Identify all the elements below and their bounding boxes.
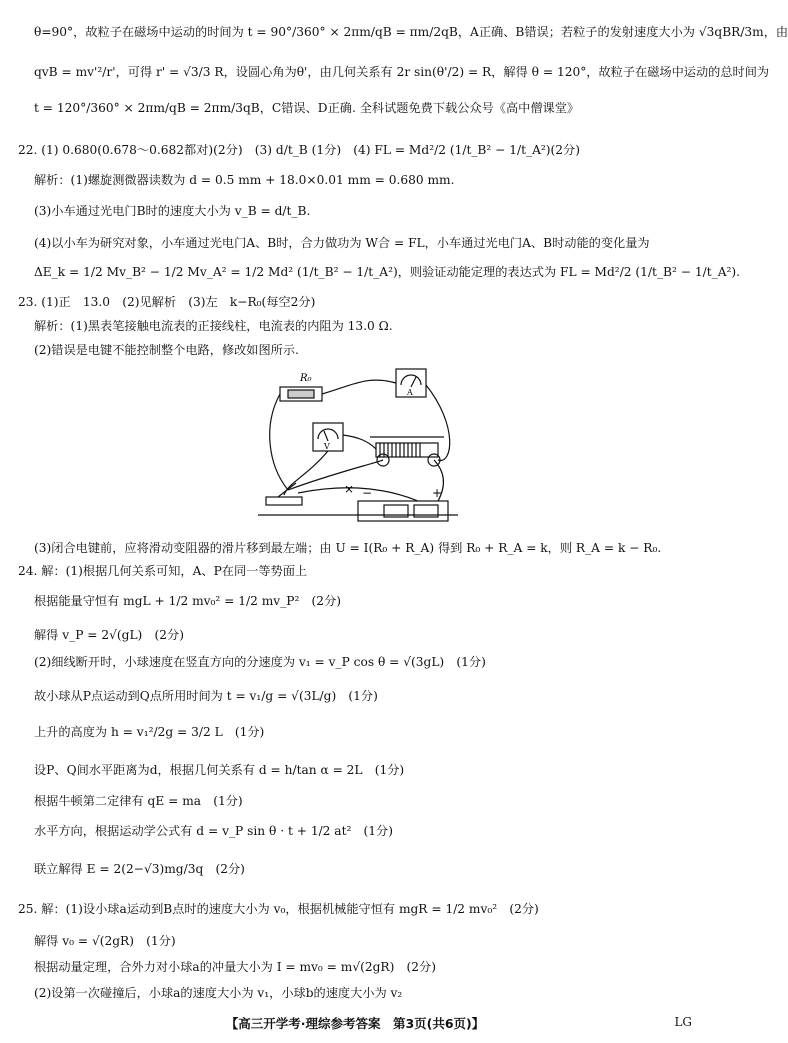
label-r0: R₀: [300, 373, 312, 384]
text-line: 联立解得 E = 2(2−√3)mg/3q (2分): [34, 862, 245, 876]
text-line: (2)错误是电键不能控制整个电路，修改如图所示.: [34, 343, 299, 357]
label-positive: +: [432, 486, 443, 500]
text-line: 根据动量定理，合外力对小球a的冲量大小为 I = mv₀ = m√(2gR) (2分): [34, 960, 436, 974]
label-cross-mark: ×: [344, 482, 355, 496]
text-line: 根据能量守恒有 mgL + 1/2 mv₀² = 1/2 mv_P² (2分): [34, 594, 342, 608]
text-line: ΔE_k = 1/2 Mv_B² − 1/2 Mv_A² = 1/2 Md² (1/t_B² − 1/t_A²)，则验证动能定理的表达式为 FL = Md²/2 (1/t_B² − 1/t_A²).: [34, 265, 741, 279]
text-line: 水平方向，根据运动学公式有 d = v_P sin θ · t + 1/2 at² (1分): [34, 824, 393, 838]
text-line: 故小球从P点运动到Q点所用时间为 t = v₁/g = √(3L/g) (1分): [34, 689, 378, 703]
page-footer: 【高三开学考·理综参考答案 第3页(共6页)】: [225, 1016, 485, 1031]
text-line: 解得 v_P = 2√(gL) (2分): [34, 628, 184, 642]
text-line: (2)设第一次碰撞后，小球a的速度大小为 v₁，小球b的速度大小为 v₂: [34, 986, 403, 1000]
text-line: (3)小车通过光电门B时的速度大小为 v_B = d/t_B.: [34, 204, 311, 218]
text-line: θ=90°，故粒子在磁场中运动的时间为 t = 90°/360° × 2πm/qB = πm/2qB，A正确、B错误；若粒子的发射速度大小为 √3qBR/3m，由: [34, 25, 788, 39]
question-23-answer: 23. (1)正 13.0 (2)见解析 (3)左 k−R₀(每空2分): [18, 295, 316, 309]
text-line: qvB = mv'²/r'，可得 r' = √3/3 R，设圆心角为θ'，由几何关系有 2r sin(θ'/2) = R，解得 θ = 120°，故粒子在磁场中运动的总时间为: [34, 65, 770, 79]
text-line: t = 120°/360° × 2πm/qB = 2πm/3qB，C错误、D正确. 全科试题免费下载公众号《高中僧课堂》: [34, 101, 580, 115]
text-line: 上升的高度为 h = v₁²/2g = 3/2 L (1分): [34, 725, 265, 739]
text-line: 设P、Q间水平距离为d，根据几何关系有 d = h/tan α = 2L (1分): [34, 763, 405, 777]
question-25-answer: 25. 解：(1)设小球a运动到B点时的速度大小为 v₀，根据机械能守恒有 mgR = 1/2 mv₀² (2分): [18, 902, 539, 916]
label-ammeter: A: [407, 388, 413, 397]
text-line: (2)细线断开时，小球速度在竖直方向的分速度为 v₁ = v_P cos θ = √(3gL) (1分): [34, 655, 486, 669]
text-line: 根据牛顿第二定律有 qE = ma (1分): [34, 794, 243, 808]
battery: [358, 501, 448, 521]
footer-tag: LG: [674, 1015, 692, 1029]
circuit-diagram: [258, 365, 458, 530]
text-line: 解析：(1)黑表笔接触电流表的正接线柱，电流表的内阻为 13.0 Ω.: [34, 319, 393, 333]
label-voltmeter: V: [324, 442, 330, 451]
text-line: 解析：(1)螺旋测微器读数为 d = 0.5 mm + 18.0×0.01 mm = 0.680 mm.: [34, 173, 455, 187]
label-negative: −: [362, 486, 373, 500]
switch: [266, 497, 302, 505]
question-24-answer: 24. 解：(1)根据几何关系可知，A、P在同一等势面上: [18, 564, 308, 578]
text-line: 解得 v₀ = √(2gR) (1分): [34, 934, 176, 948]
text-line: (3)闭合电键前，应将滑动变阻器的滑片移到最左端；由 U = I(R₀ + R_A) 得到 R₀ + R_A = k，则 R_A = k − R₀.: [34, 541, 662, 555]
question-22-answer: 22. (1) 0.680(0.678～0.682都对)(2分) (3) d/t_B (1分) (4) FL = Md²/2 (1/t_B² − 1/t_A²)(2分): [18, 143, 580, 157]
text-line: (4)以小车为研究对象，小车通过光电门A、B时，合力做功为 W合 = FL，小车通过光电门A、B时动能的变化量为: [34, 236, 650, 250]
